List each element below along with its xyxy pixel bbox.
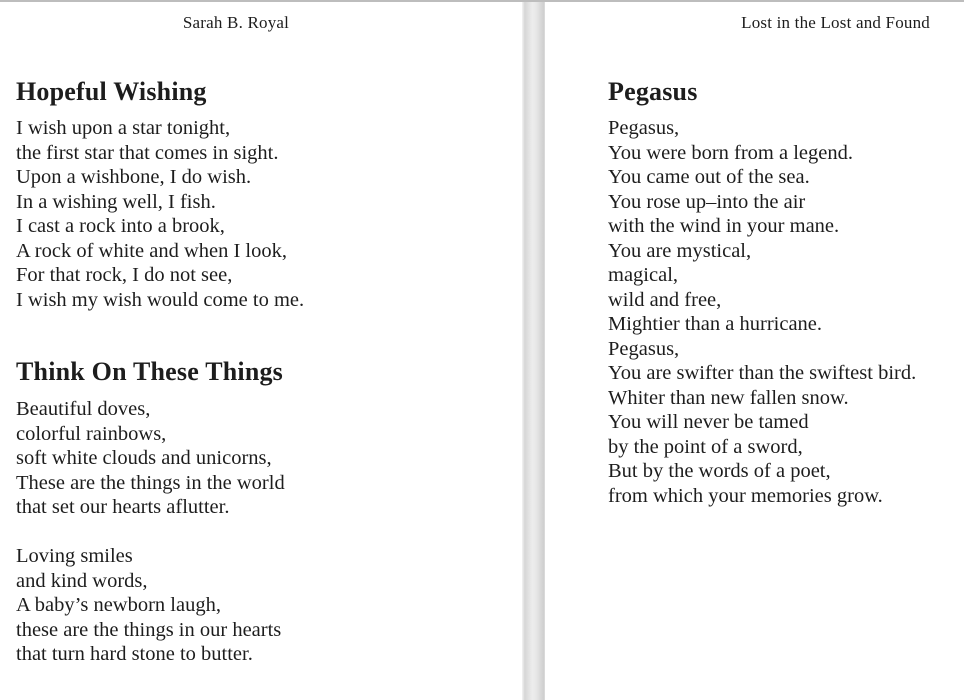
poem-line: I wish my wish would come to me.	[16, 288, 305, 311]
poem-line: from which your memories grow.	[608, 484, 883, 507]
poem-line: I wish upon a star tonight,	[16, 117, 231, 139]
poem-line: that set our hearts aflutter.	[16, 496, 230, 518]
poem-line: You are swifter than the swiftest bird.	[608, 362, 917, 384]
poem-line: You came out of the sea.	[608, 166, 810, 188]
poem-body-think-on-these-things	[16, 397, 285, 667]
poem-body-hopeful-wishing	[16, 116, 304, 312]
poem-body-pegasus	[608, 116, 916, 508]
poem-line: Whiter than new fallen snow.	[608, 386, 849, 409]
poem-line: But by the words of a poet,	[608, 460, 831, 482]
left-running-header-author: Sarah B. Royal	[182, 13, 290, 32]
right-page	[545, 0, 964, 700]
poem-line: Beautiful doves,	[16, 398, 151, 420]
poem-line: You rose up–into the air	[608, 190, 806, 213]
book-spine-gutter	[522, 2, 545, 700]
poem-line: soft white clouds and unicorns,	[16, 447, 272, 469]
poem-line: You were born from a legend.	[608, 141, 853, 164]
poem-line: Loving smiles	[16, 545, 133, 567]
poem-line: You will never be tamed	[608, 411, 809, 433]
poem-line: the first star that comes in sight.	[16, 141, 279, 164]
poem-title-think-on-these-things: Think On These Things	[16, 357, 283, 386]
poem-line: with the wind in your mane.	[608, 215, 840, 237]
poem-title-pegasus: Pegasus	[608, 77, 698, 106]
poem-line: These are the things in the world	[16, 471, 285, 494]
poem-line: and kind words,	[16, 569, 148, 592]
poem-line: Pegasus,	[608, 337, 680, 360]
poem-line: A rock of white and when I look,	[16, 239, 287, 262]
poem-line: Mightier than a hurricane.	[608, 313, 823, 335]
poem-line: by the point of a sword,	[608, 435, 803, 458]
poem-line	[16, 520, 285, 545]
poem-line: colorful rainbows,	[16, 422, 167, 445]
poem-line: In a wishing well, I fish.	[16, 190, 216, 213]
poem-line: that turn hard stone to butter.	[16, 643, 253, 665]
poem-line: magical,	[608, 264, 679, 286]
poem-line: A baby’s newborn laugh,	[16, 594, 221, 616]
poem-line: wild and free,	[608, 288, 722, 311]
poem-line: Upon a wishbone, I do wish.	[16, 166, 252, 188]
poem-line: You are mystical,	[608, 239, 752, 262]
poem-line: For that rock, I do not see,	[16, 264, 233, 286]
poem-line: these are the things in our hearts	[16, 618, 282, 641]
right-running-header-book-title: Lost in the Lost and Found	[741, 13, 930, 32]
poem-line: I cast a rock into a brook,	[16, 215, 225, 237]
poem-line: Pegasus,	[608, 117, 680, 139]
poem-title-hopeful-wishing: Hopeful Wishing	[16, 77, 207, 106]
